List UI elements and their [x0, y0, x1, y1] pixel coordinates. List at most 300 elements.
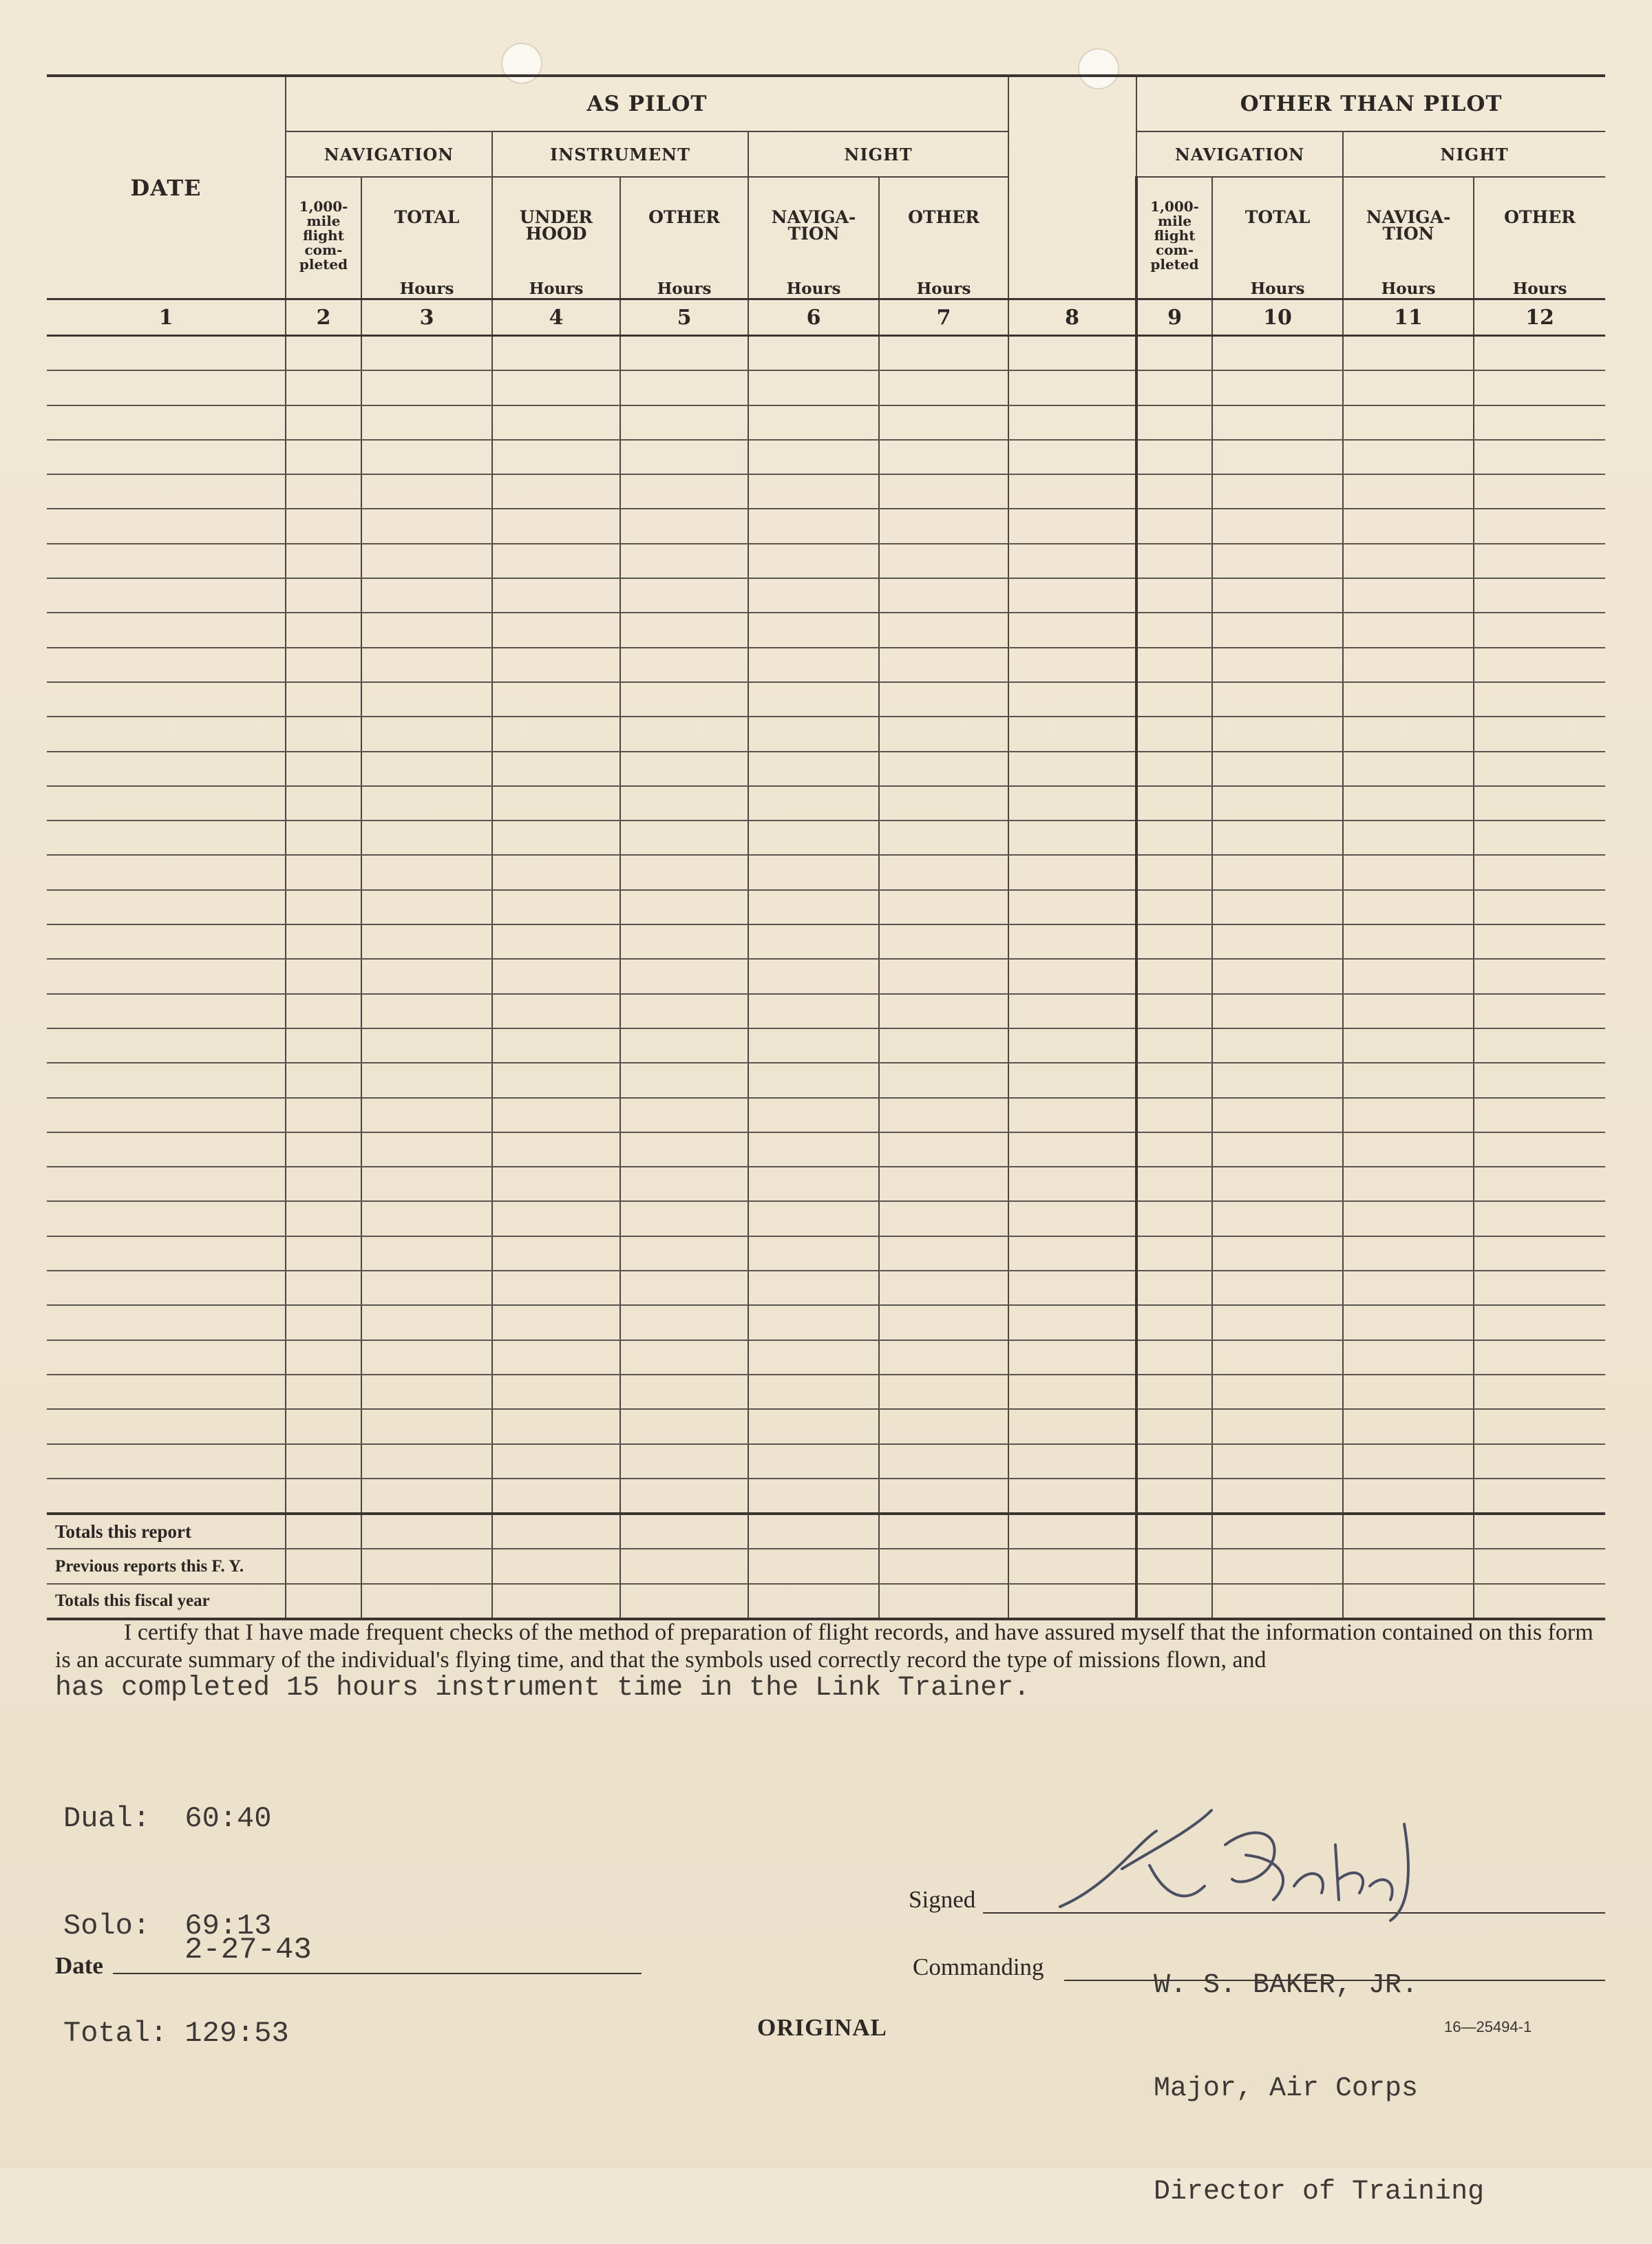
table-cell [1008, 786, 1136, 821]
table-cell [1008, 1271, 1136, 1305]
table-cell [286, 440, 361, 474]
table-cell [492, 1132, 620, 1167]
table-cell [1008, 440, 1136, 474]
table-cell [879, 336, 1008, 371]
table-cell [1343, 717, 1474, 751]
table-cell [1212, 1167, 1343, 1201]
column-number: 2 [286, 299, 361, 336]
col-other-2-label: OTHER [1504, 207, 1576, 227]
table-cell [748, 336, 879, 371]
table-cell [286, 855, 361, 889]
table-cell [47, 821, 286, 855]
table-row [47, 994, 1605, 1028]
table-cell [47, 1375, 286, 1409]
table-cell [620, 370, 748, 405]
table-cell [361, 474, 492, 509]
table-cell [47, 1063, 286, 1097]
table-cell [361, 890, 492, 924]
table-row [47, 1271, 1605, 1305]
table-cell [1008, 717, 1136, 751]
table-cell [286, 1201, 361, 1236]
table-cell [879, 924, 1008, 959]
certification-text [55, 1619, 1611, 1702]
table-cell [748, 1305, 879, 1340]
table-cell [1343, 890, 1474, 924]
table-cell [1136, 1132, 1212, 1167]
certification-typed: has completed 15 hours instrument time in the Link Trainer. [55, 1673, 1030, 1704]
table-cell [492, 682, 620, 717]
table-cell [1212, 821, 1343, 855]
table-cell [879, 855, 1008, 889]
table-cell [1008, 1236, 1136, 1271]
table-cell [879, 717, 1008, 751]
table-row [47, 821, 1605, 855]
table-cell [286, 405, 361, 440]
table-cell [620, 1132, 748, 1167]
table-cell [1136, 752, 1212, 786]
table-cell [1008, 890, 1136, 924]
table-cell [1343, 924, 1474, 959]
table-cell [1136, 855, 1212, 889]
table-cell [620, 1479, 748, 1514]
table-row [47, 440, 1605, 474]
table-cell [879, 1167, 1008, 1201]
table-cell [1212, 682, 1343, 717]
table-cell [1136, 924, 1212, 959]
table-row [47, 405, 1605, 440]
column-number: 4 [492, 299, 620, 336]
hours-label: Hours [916, 279, 971, 298]
table-cell [879, 509, 1008, 543]
table-cell [1343, 509, 1474, 543]
table-cell [1343, 994, 1474, 1028]
table-cell [1008, 1201, 1136, 1236]
table-cell [286, 682, 361, 717]
table-cell [620, 509, 748, 543]
table-cell [361, 1028, 492, 1063]
table-row [47, 924, 1605, 959]
table-cell [492, 544, 620, 578]
date-column-header: DATE [47, 76, 286, 299]
table-cell [286, 648, 361, 682]
flight-time-summary [63, 1729, 289, 2087]
table-cell [47, 440, 286, 474]
table-cell [361, 959, 492, 993]
table-cell [879, 682, 1008, 717]
table-cell [361, 682, 492, 717]
table-cell [1474, 855, 1605, 889]
table-cell [1008, 578, 1136, 613]
table-cell [1212, 1409, 1343, 1443]
table-cell [748, 717, 879, 751]
table-cell [620, 717, 748, 751]
table-cell [1008, 924, 1136, 959]
table-cell [361, 648, 492, 682]
totals-this-report-label: Totals this report [47, 1514, 286, 1549]
date-label: Date [55, 1952, 103, 1979]
table-cell [286, 821, 361, 855]
table-cell [492, 717, 620, 751]
table-cell [1136, 717, 1212, 751]
table-cell [1212, 1132, 1343, 1167]
table-cell [748, 1167, 879, 1201]
totals-this-report-row [47, 1514, 1605, 1549]
table-cell [286, 544, 361, 578]
solo-time: Solo: 69:13 [63, 1909, 272, 1943]
table-cell [620, 544, 748, 578]
dual-time: Dual: 60:40 [63, 1802, 272, 1835]
column-number: 6 [748, 299, 879, 336]
table-cell [1136, 544, 1212, 578]
col-other-label: OTHER [648, 207, 720, 227]
table-cell [620, 752, 748, 786]
navigation-header: NAVIGATION [286, 131, 492, 177]
table-row [47, 682, 1605, 717]
table-cell [1008, 1305, 1136, 1340]
table-cell [47, 613, 286, 647]
table-cell [1212, 1375, 1343, 1409]
commanding-label: Commanding [913, 1954, 1044, 1980]
table-cell [492, 1271, 620, 1305]
table-cell [361, 509, 492, 543]
table-row [47, 370, 1605, 405]
table-cell [879, 994, 1008, 1028]
table-cell [620, 1201, 748, 1236]
table-cell [1343, 1375, 1474, 1409]
table-cell [1343, 370, 1474, 405]
table-cell [879, 1305, 1008, 1340]
table-cell [620, 1375, 748, 1409]
table-cell [1136, 1167, 1212, 1201]
table-cell [1474, 752, 1605, 786]
table-row [47, 717, 1605, 751]
table-cell [492, 1444, 620, 1479]
table-cell [286, 1479, 361, 1514]
table-row [47, 648, 1605, 682]
table-cell [1212, 509, 1343, 543]
table-cell [1343, 821, 1474, 855]
night-header-2: NIGHT [1343, 131, 1605, 177]
table-row [47, 1375, 1605, 1409]
table-cell [879, 1132, 1008, 1167]
table-cell [492, 821, 620, 855]
table-cell [1008, 1409, 1136, 1443]
table-cell [361, 924, 492, 959]
table-cell [748, 578, 879, 613]
table-cell [748, 440, 879, 474]
table-cell [1343, 1340, 1474, 1375]
table-cell [748, 1409, 879, 1443]
table-cell [47, 994, 286, 1028]
table-cell [1343, 959, 1474, 993]
table-cell [748, 682, 879, 717]
table-cell [1212, 440, 1343, 474]
certification-printed: I certify that I have made frequent checks of the method of preparation of flight records, and have assured myself that the information contained on this form is an accurate summary of the individual's flying time, and that the symbols used correctly record the type of missions flown, and [55, 1620, 1593, 1673]
table-cell [1474, 786, 1605, 821]
table-cell [286, 1132, 361, 1167]
table-cell [1343, 1201, 1474, 1236]
table-row [47, 474, 1605, 509]
table-cell [361, 1236, 492, 1271]
table-cell [1474, 717, 1605, 751]
table-row [47, 1305, 1605, 1340]
table-cell [1474, 648, 1605, 682]
table-cell [1008, 544, 1136, 578]
column-number: 8 [1008, 299, 1136, 336]
table-cell [879, 1236, 1008, 1271]
table-cell [1212, 752, 1343, 786]
table-cell [492, 752, 620, 786]
table-cell [47, 924, 286, 959]
table-cell [1008, 613, 1136, 647]
table-cell [492, 1028, 620, 1063]
table-cell [47, 1236, 286, 1271]
table-cell [47, 1271, 286, 1305]
table-cell [1343, 1236, 1474, 1271]
date-line [113, 1973, 642, 1974]
table-cell [748, 924, 879, 959]
table-cell [492, 648, 620, 682]
table-cell [1212, 717, 1343, 751]
table-cell [1136, 994, 1212, 1028]
table-row [47, 1132, 1605, 1167]
table-cell [1212, 578, 1343, 613]
table-cell [286, 1340, 361, 1375]
table-cell [286, 1375, 361, 1409]
table-cell [361, 1167, 492, 1201]
table-cell [1212, 474, 1343, 509]
table-cell [47, 509, 286, 543]
table-cell [361, 1063, 492, 1097]
table-cell [492, 1236, 620, 1271]
table-cell [1343, 440, 1474, 474]
hours-label: Hours [1512, 279, 1567, 298]
table-cell [1136, 370, 1212, 405]
table-cell [1212, 1063, 1343, 1097]
table-cell [492, 1167, 620, 1201]
table-cell [1343, 648, 1474, 682]
table-cell [286, 1028, 361, 1063]
table-cell [879, 752, 1008, 786]
hours-label: Hours [399, 279, 454, 298]
table-cell [492, 1063, 620, 1097]
col-night-other-label: OTHER [908, 207, 979, 227]
table-cell [1136, 1444, 1212, 1479]
table-cell [1343, 1063, 1474, 1097]
table-cell [620, 1236, 748, 1271]
table-cell [879, 1271, 1008, 1305]
table-cell [620, 1305, 748, 1340]
col-night-navigation [748, 177, 879, 299]
table-cell [47, 544, 286, 578]
table-cell [748, 370, 879, 405]
hours-label: Hours [529, 279, 584, 298]
table-cell [1474, 959, 1605, 993]
table-cell [47, 648, 286, 682]
table-cell [620, 959, 748, 993]
table-cell [748, 509, 879, 543]
table-cell [1008, 959, 1136, 993]
table-row [47, 613, 1605, 647]
table-cell [1343, 336, 1474, 371]
totals-fiscal-year-label: Totals this fiscal year [47, 1584, 286, 1619]
table-cell [361, 1098, 492, 1132]
table-cell [1474, 994, 1605, 1028]
table-cell [47, 855, 286, 889]
col-night-navigation-label: NAVIGA-TION [771, 207, 856, 244]
table-cell [1474, 440, 1605, 474]
table-cell [1008, 1444, 1136, 1479]
table-cell [620, 1028, 748, 1063]
table-cell [492, 994, 620, 1028]
table-cell [1008, 1479, 1136, 1514]
table-cell [1212, 1444, 1343, 1479]
column-8-header [1008, 76, 1136, 299]
table-cell [286, 752, 361, 786]
table-cell [1343, 1479, 1474, 1514]
table-cell [620, 405, 748, 440]
table-cell [1474, 578, 1605, 613]
table-cell [492, 474, 620, 509]
table-cell [620, 1340, 748, 1375]
table-cell [492, 959, 620, 993]
table-cell [492, 370, 620, 405]
table-cell [748, 474, 879, 509]
table-cell [1212, 786, 1343, 821]
table-cell [492, 855, 620, 889]
signer-rank: Major, Air Corps [1154, 2073, 1419, 2104]
table-cell [1212, 855, 1343, 889]
table-cell [620, 994, 748, 1028]
table-cell [748, 1132, 879, 1167]
table-cell [1136, 1271, 1212, 1305]
table-cell [47, 1132, 286, 1167]
table-cell [1474, 1340, 1605, 1375]
table-cell [620, 821, 748, 855]
table-cell [361, 1340, 492, 1375]
table-cell [1343, 752, 1474, 786]
table-cell [1474, 370, 1605, 405]
form-number: 16—25494-1 [1444, 2018, 1532, 2035]
table-cell [1136, 890, 1212, 924]
table-cell [1343, 578, 1474, 613]
table-cell [748, 544, 879, 578]
table-cell [361, 1271, 492, 1305]
table-cell [492, 509, 620, 543]
table-cell [1136, 1236, 1212, 1271]
table-cell [879, 890, 1008, 924]
col-total-2 [1212, 177, 1343, 299]
table-cell [361, 786, 492, 821]
table-cell [286, 613, 361, 647]
table-cell [748, 786, 879, 821]
table-cell [1474, 1132, 1605, 1167]
as-pilot-header: AS PILOT [286, 76, 1008, 131]
table-cell [492, 890, 620, 924]
table-cell [620, 1444, 748, 1479]
table-cell [1136, 682, 1212, 717]
col-total-2-label: TOTAL [1245, 207, 1311, 227]
table-cell [1008, 509, 1136, 543]
table-cell [1136, 440, 1212, 474]
signer-title: Director of Training [1154, 2177, 1485, 2208]
table-cell [1008, 682, 1136, 717]
table-cell [361, 1375, 492, 1409]
table-row [47, 1409, 1605, 1443]
table-cell [748, 1201, 879, 1236]
hours-label: Hours [657, 279, 712, 298]
table-cell [748, 613, 879, 647]
table-cell [620, 1271, 748, 1305]
table-cell [1474, 1375, 1605, 1409]
table-cell [879, 1479, 1008, 1514]
table-cell [492, 1340, 620, 1375]
instrument-header: INSTRUMENT [492, 131, 748, 177]
table-row [47, 1340, 1605, 1375]
table-cell [361, 821, 492, 855]
table-cell [1212, 924, 1343, 959]
table-cell [1136, 474, 1212, 509]
table-cell [361, 994, 492, 1028]
table-cell [286, 890, 361, 924]
table-cell [879, 613, 1008, 647]
table-cell [1008, 752, 1136, 786]
table-cell [748, 1028, 879, 1063]
table-cell [47, 578, 286, 613]
table-row [47, 1479, 1605, 1514]
table-cell [1212, 1098, 1343, 1132]
table-cell [492, 405, 620, 440]
table-cell [286, 1236, 361, 1271]
table-cell [1136, 1409, 1212, 1443]
table-cell [748, 994, 879, 1028]
table-cell [1212, 1271, 1343, 1305]
table-cell [1008, 994, 1136, 1028]
table-row [47, 959, 1605, 993]
table-cell [748, 752, 879, 786]
previous-reports-row [47, 1549, 1605, 1583]
table-cell [1008, 405, 1136, 440]
other-than-pilot-header: OTHER THAN PILOT [1136, 76, 1605, 131]
date-value: 2-27-43 [184, 1933, 312, 1967]
hours-label: Hours [1250, 279, 1305, 298]
col-other [620, 177, 748, 299]
col-flight-completed-label: 1,000-mile flight com-pleted [299, 198, 348, 273]
table-cell [620, 336, 748, 371]
table-cell [1008, 370, 1136, 405]
table-cell [748, 1236, 879, 1271]
table-cell [1474, 890, 1605, 924]
table-row [47, 1444, 1605, 1479]
table-cell [286, 1305, 361, 1340]
hours-label: Hours [1381, 279, 1436, 298]
table-cell [1343, 682, 1474, 717]
table-row [47, 1098, 1605, 1132]
table-cell [1474, 474, 1605, 509]
table-cell [47, 1444, 286, 1479]
table-cell [361, 613, 492, 647]
table-cell [748, 890, 879, 924]
table-cell [1212, 959, 1343, 993]
table-cell [47, 682, 286, 717]
table-row [47, 1201, 1605, 1236]
table-cell [1212, 994, 1343, 1028]
table-cell [879, 1028, 1008, 1063]
table-cell [286, 509, 361, 543]
table-cell [1212, 544, 1343, 578]
table-row [47, 336, 1605, 371]
table-cell [1212, 1028, 1343, 1063]
